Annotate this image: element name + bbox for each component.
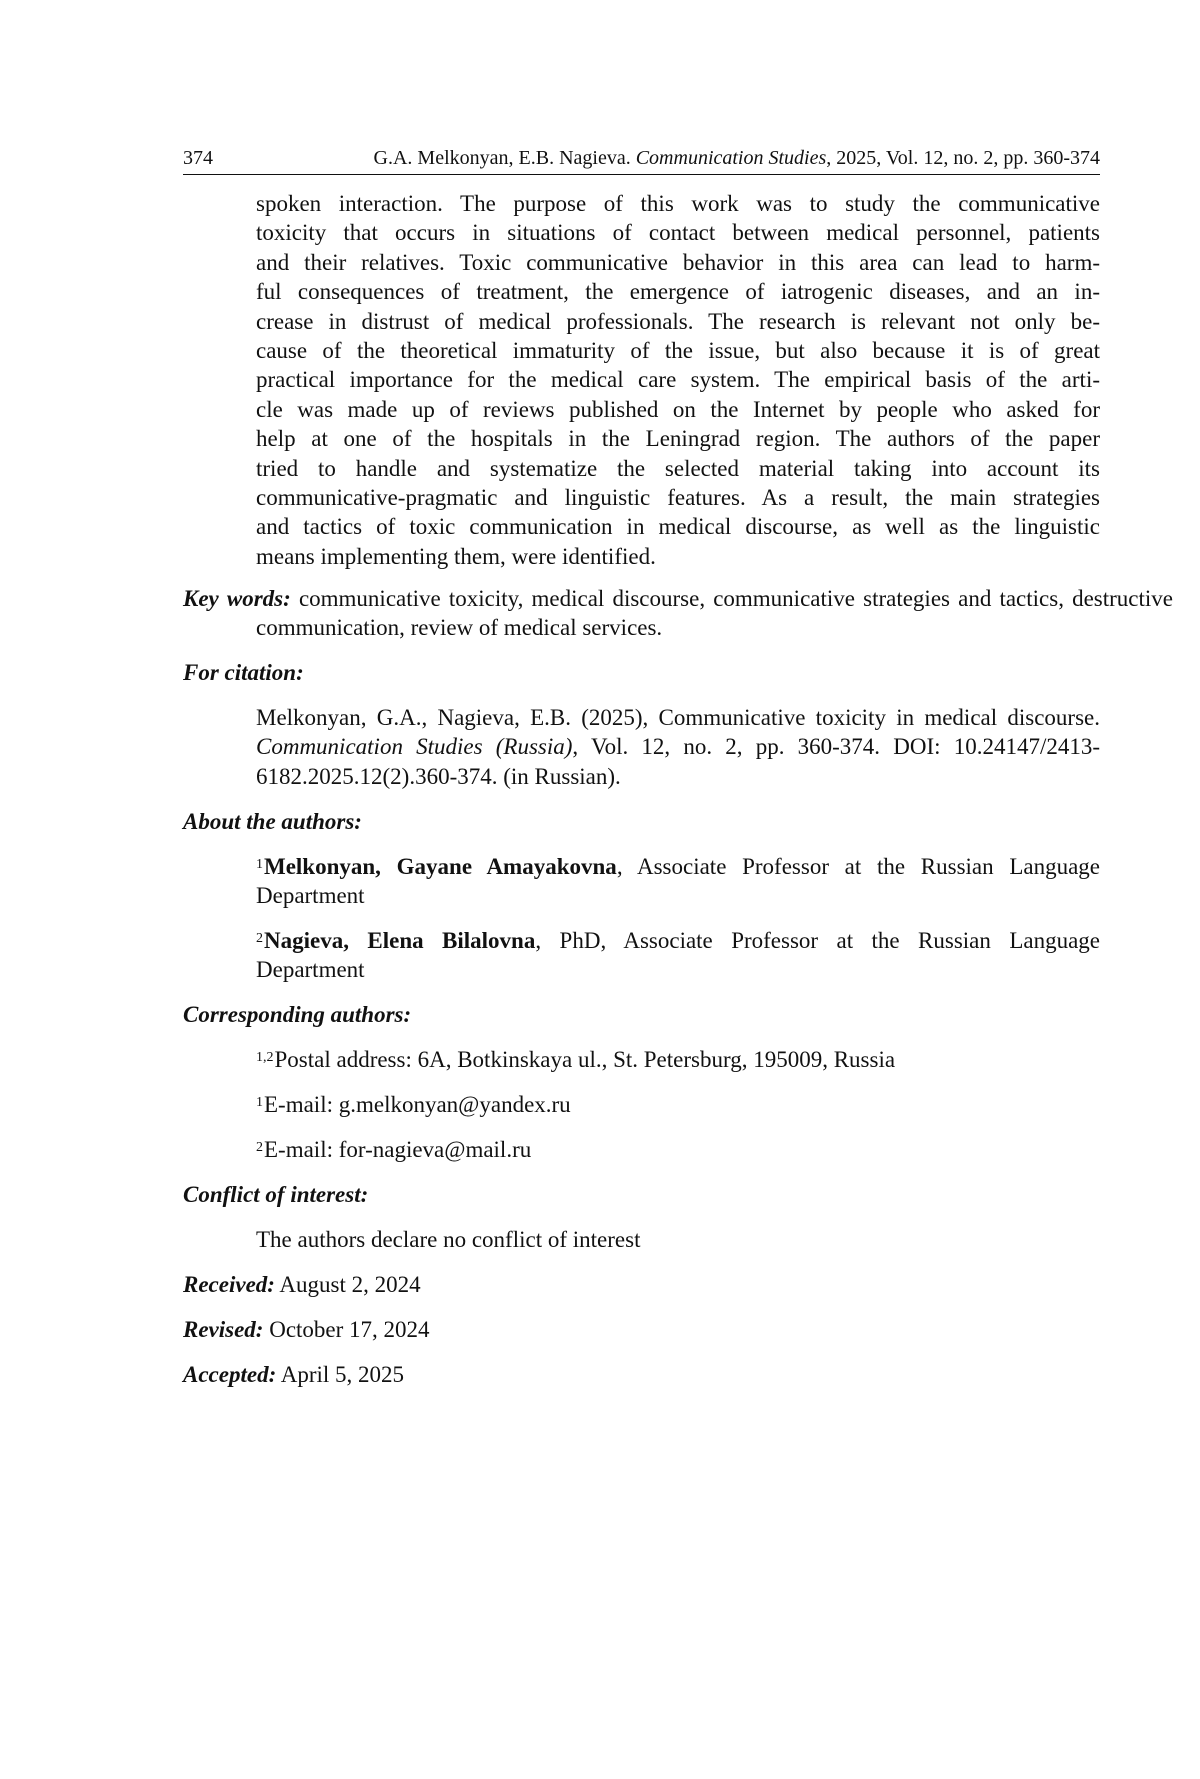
abstract-line: crease in distrust of medical professionals. The research is relevant not only be- xyxy=(256,308,1100,334)
abstract-line: spoken interaction. The purpose of this work was to study the communicative xyxy=(256,191,1100,216)
abstract-line: cause of the theoretical immaturity of the issue, but also because it is of great xyxy=(256,337,1100,363)
citation-journal: Communication Studies (Russia) xyxy=(256,734,573,760)
accepted-line xyxy=(183,1360,1100,1389)
abstract-line: practical importance for the medical care system. The empirical basis of the arti- xyxy=(256,367,1100,393)
header-authors: G.A. Melkonyan, E.B. Nagieva. xyxy=(373,147,631,169)
revised-label: Revised: xyxy=(183,1317,264,1342)
citation-text xyxy=(256,703,1100,791)
conflict-label xyxy=(183,1180,1100,1209)
email2-text: E-mail: for-nagieva@mail.ru xyxy=(264,1137,532,1162)
abstract-line: and their relatives. Toxic communicative behavior in this area can lead to harm- xyxy=(256,249,1100,275)
received-line xyxy=(183,1270,1100,1299)
postal-text: Postal address: 6A, Botkinskaya ul., St. Petersburg, 195009, Russia xyxy=(274,1047,896,1072)
header-journal: Communication Studies xyxy=(635,147,827,169)
keywords-section xyxy=(183,584,1173,643)
author2-desc: , PhD, Associate Professor at the Russian Language Department xyxy=(256,928,1100,983)
postal-sup: 1,2 xyxy=(256,1050,274,1065)
abstract-line: communicative-pragmatic and linguistic features. As a result, the main strategies xyxy=(256,484,1100,510)
conflict-label-text: Conflict of interest: xyxy=(183,1182,369,1207)
abstract-line: cle was made up of reviews published on the Internet by people who asked for xyxy=(256,396,1100,422)
received-label: Received: xyxy=(183,1272,275,1297)
citation-label xyxy=(183,658,1100,687)
author2-sup: 2 xyxy=(256,931,263,946)
email2 xyxy=(256,1135,1100,1164)
abstract-text xyxy=(256,189,1100,571)
abstract-line: help at one of the hospitals in the Leningrad region. The authors of the paper xyxy=(256,426,1100,452)
abstract-line: and tactics of toxic communication in medical discourse, as well as the linguistic xyxy=(256,514,1100,540)
author2-name: Nagieva, Elena Bilalovna xyxy=(264,928,536,953)
running-header xyxy=(183,144,1100,175)
email2-sup: 2 xyxy=(256,1140,263,1155)
postal-address xyxy=(256,1045,1100,1074)
citation-part2: , Vol. 12, no. 2, pp. 360-374. DOI: 10.24147/2413-6182.2025.12(2).360-374. (in Russian). xyxy=(256,734,1100,789)
author1-name: Melkonyan, Gayane Amayakovna xyxy=(264,854,617,879)
email1-text: E-mail: g.melkonyan@yandex.ru xyxy=(264,1092,571,1117)
about-label-text: About the authors: xyxy=(183,809,362,834)
author1-desc: , Associate Professor at the Russian Language Department xyxy=(256,854,1100,909)
abstract-line: ful consequences of treatment, the emergence of iatrogenic diseases, and an in- xyxy=(256,279,1100,305)
author2-info xyxy=(256,926,1100,985)
email1 xyxy=(256,1090,1100,1119)
corresponding-label xyxy=(183,1000,1100,1029)
revised-line xyxy=(183,1315,1100,1344)
email1-sup: 1 xyxy=(256,1095,263,1110)
conflict-text: The authors declare no conflict of interest xyxy=(256,1227,641,1252)
accepted-label: Accepted: xyxy=(183,1362,277,1387)
accepted-date: April 5, 2025 xyxy=(280,1362,405,1387)
author1-sup: 1 xyxy=(256,857,263,872)
about-authors-label xyxy=(183,807,1100,836)
keywords-text: communicative toxicity, medical discourse, communicative strategies and tactics, destructive communication, review of medical services. xyxy=(256,586,1173,641)
revised-date: October 17, 2024 xyxy=(269,1317,430,1342)
abstract-line: toxicity that occurs in situations of contact between medical personnel, patients xyxy=(256,220,1100,246)
citation-part1: Melkonyan, G.A., Nagieva, E.B. (2025), Communicative toxicity in medical discourse. xyxy=(256,705,1100,730)
received-date: August 2, 2024 xyxy=(279,1272,421,1297)
corresponding-label-text: Corresponding authors: xyxy=(183,1002,412,1027)
citation-label-text: For citation: xyxy=(183,660,304,685)
abstract-line: means implementing them, were identified. xyxy=(256,543,656,569)
page-number: 374 xyxy=(183,147,213,169)
author1-info xyxy=(256,852,1100,911)
keywords-label: Key words: xyxy=(183,586,291,611)
header-citation xyxy=(374,144,1100,172)
header-details: , 2025, Vol. 12, no. 2, pp. 360-374 xyxy=(826,147,1100,169)
abstract-line: tried to handle and systematize the selected material taking into account its xyxy=(256,455,1100,481)
